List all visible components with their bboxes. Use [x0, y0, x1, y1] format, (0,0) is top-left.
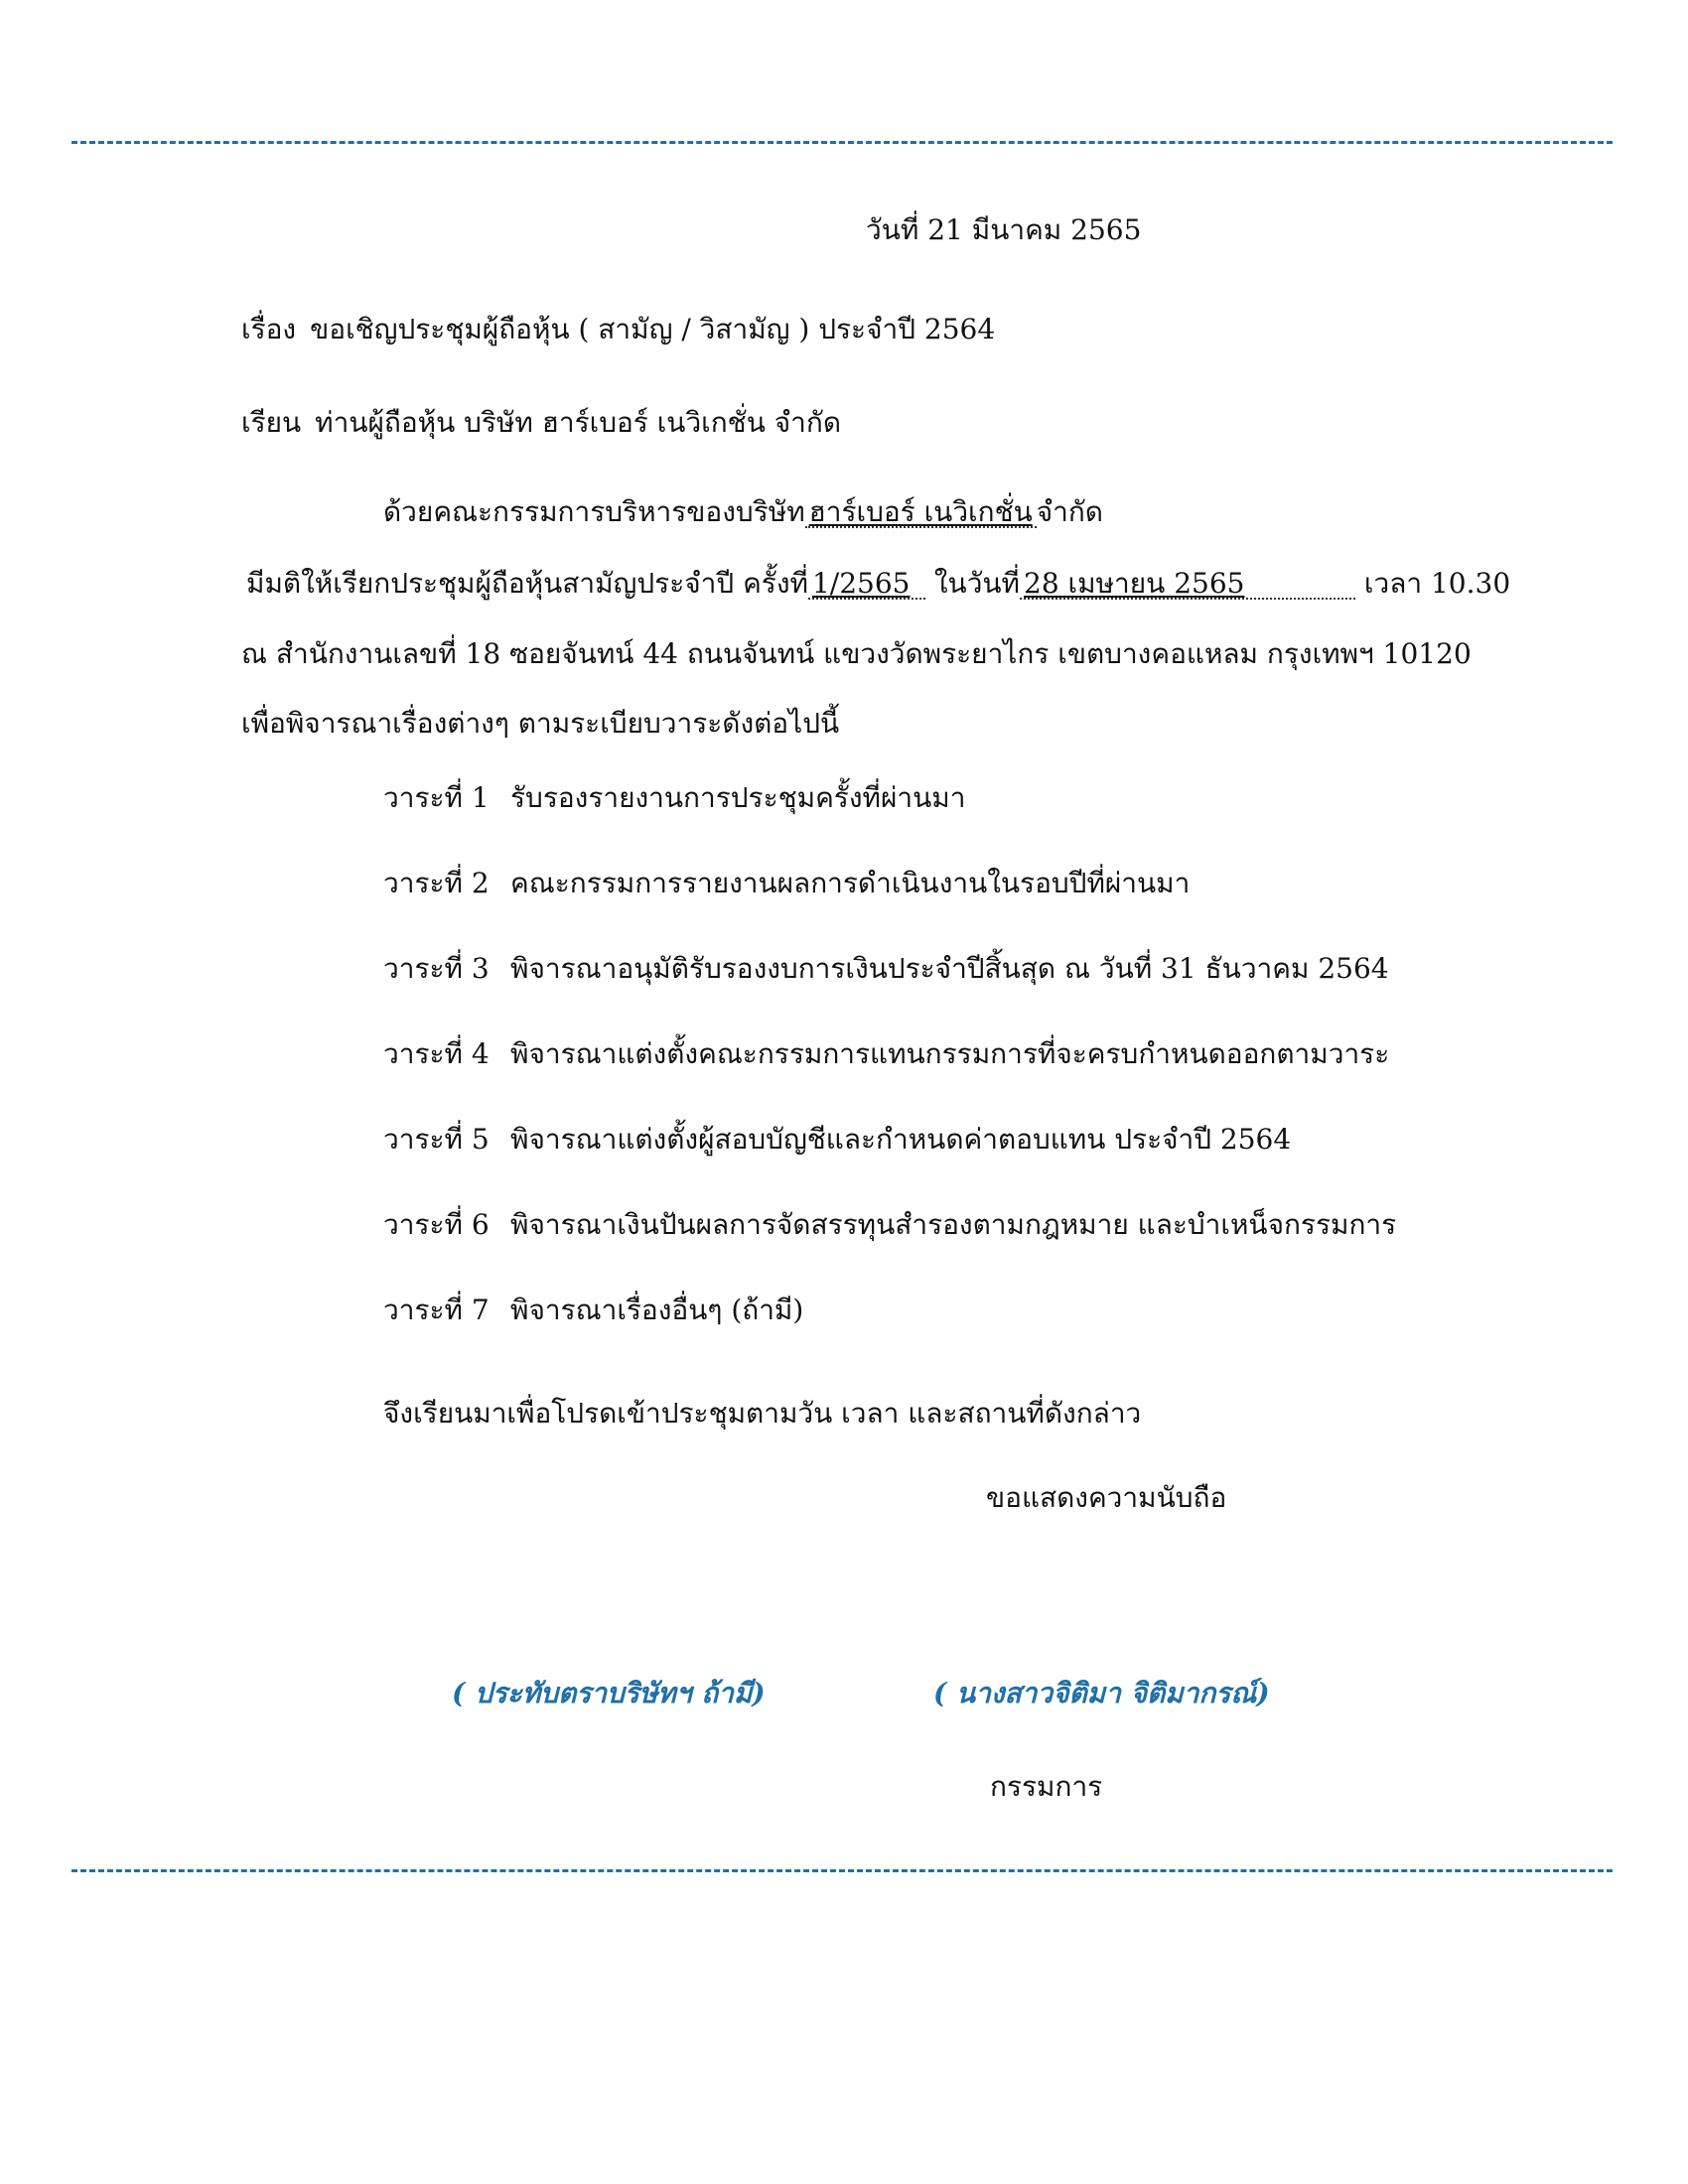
agenda-intro: เพื่อพิจารณาเรื่องต่างๆ ตามระเบียบวาระดังต่อไปนี้ — [241, 707, 840, 740]
agenda-number: วาระที่ 1 — [383, 781, 490, 814]
agenda-text: พิจารณาแต่งตั้งคณะกรรมการแทนกรรมการที่จะครบกำหนดออกตามวาระ — [510, 1037, 1390, 1070]
resolution-text: มีมติให้เรียกประชุมผู้ถือหุ้นสามัญประจำปี ครั้งที่ — [246, 567, 808, 600]
subject-label: เรื่อง — [241, 313, 297, 345]
agenda-item — [383, 952, 1389, 985]
agenda-number: วาระที่ 7 — [383, 1294, 490, 1326]
intro-suffix: จำกัด — [1036, 495, 1103, 528]
agenda-text: รับรองรายงานการประชุมครั้งที่ผ่านมา — [510, 781, 966, 814]
agenda-item — [383, 1294, 804, 1326]
agenda-number: วาระที่ 5 — [383, 1123, 490, 1156]
bottom-dashed-divider — [71, 1869, 1613, 1872]
company-name-field: ฮาร์เบอร์ เนวิเกชั่น — [805, 498, 1037, 528]
meeting-address: ณ สำนักงานเลขที่ 18 ซอยจันทน์ 44 ถนนจันทน์ แขวงวัดพระยาไกร เขตบางคอแหลม กรุงเทพฯ 10120 — [241, 637, 1472, 670]
meeting-time-text: เวลา 10.30 — [1363, 567, 1511, 600]
meeting-date-field: 28 เมษายน 2565 — [1020, 570, 1355, 600]
signer-role: กรรมการ — [990, 1770, 1103, 1803]
agenda-number: วาระที่ 2 — [383, 867, 490, 899]
complimentary-close: ขอแสดงความนับถือ — [986, 1481, 1227, 1514]
paragraph-intro — [383, 495, 1103, 528]
agenda-number: วาระที่ 6 — [383, 1208, 490, 1241]
on-date-text: ในวันที่ — [933, 567, 1021, 600]
signer-name: ( นางสาวจิติมา จิติมากรณ์) — [933, 1677, 1270, 1709]
agenda-item — [383, 1208, 1397, 1241]
letter-date: วันที่ 21 มีนาคม 2565 — [866, 213, 1142, 246]
paragraph-resolution — [246, 567, 1511, 600]
agenda-text: คณะกรรมการรายงานผลการดำเนินงานในรอบปีที่ผ่านมา — [510, 867, 1191, 899]
agenda-item — [383, 781, 966, 814]
salutation-text: ท่านผู้ถือหุ้น บริษัท ฮาร์เบอร์ เนวิเกชั่น จำกัด — [315, 406, 841, 439]
agenda-number: วาระที่ 3 — [383, 952, 490, 985]
agenda-text: พิจารณาเงินปันผลการจัดสรรทุนสำรองตามกฎหมาย และบำเหน็จกรรมการ — [510, 1208, 1397, 1241]
agenda-text: พิจารณาอนุมัติรับรองงบการเงินประจำปีสิ้นสุด ณ วันที่ 31 ธันวาคม 2564 — [510, 952, 1389, 985]
closing-statement: จึงเรียนมาเพื่อโปรดเข้าประชุมตามวัน เวลา และสถานที่ดังกล่าว — [383, 1397, 1142, 1430]
agenda-item — [383, 1123, 1292, 1156]
salutation-line — [241, 406, 841, 439]
salutation-label: เรียน — [241, 406, 302, 439]
agenda-item — [383, 1037, 1390, 1070]
subject-line — [241, 313, 996, 345]
subject-text: ขอเชิญประชุมผู้ถือหุ้น ( สามัญ / วิสามัญ ) ประจำปี 2564 — [310, 313, 996, 345]
top-dashed-divider — [71, 141, 1613, 144]
agenda-number: วาระที่ 4 — [383, 1037, 490, 1070]
agenda-item — [383, 867, 1191, 899]
agenda-text: พิจารณาแต่งตั้งผู้สอบบัญชีและกำหนดค่าตอบแทน ประจำปี 2564 — [510, 1123, 1292, 1156]
agenda-text: พิจารณาเรื่องอื่นๆ (ถ้ามี) — [510, 1294, 804, 1326]
meeting-number-field: 1/2565 — [808, 570, 925, 600]
company-seal-note: ( ประทับตราบริษัทฯ ถ้ามี) — [452, 1677, 766, 1709]
intro-text: ด้วยคณะกรรมการบริหารของบริษัท — [383, 495, 805, 528]
